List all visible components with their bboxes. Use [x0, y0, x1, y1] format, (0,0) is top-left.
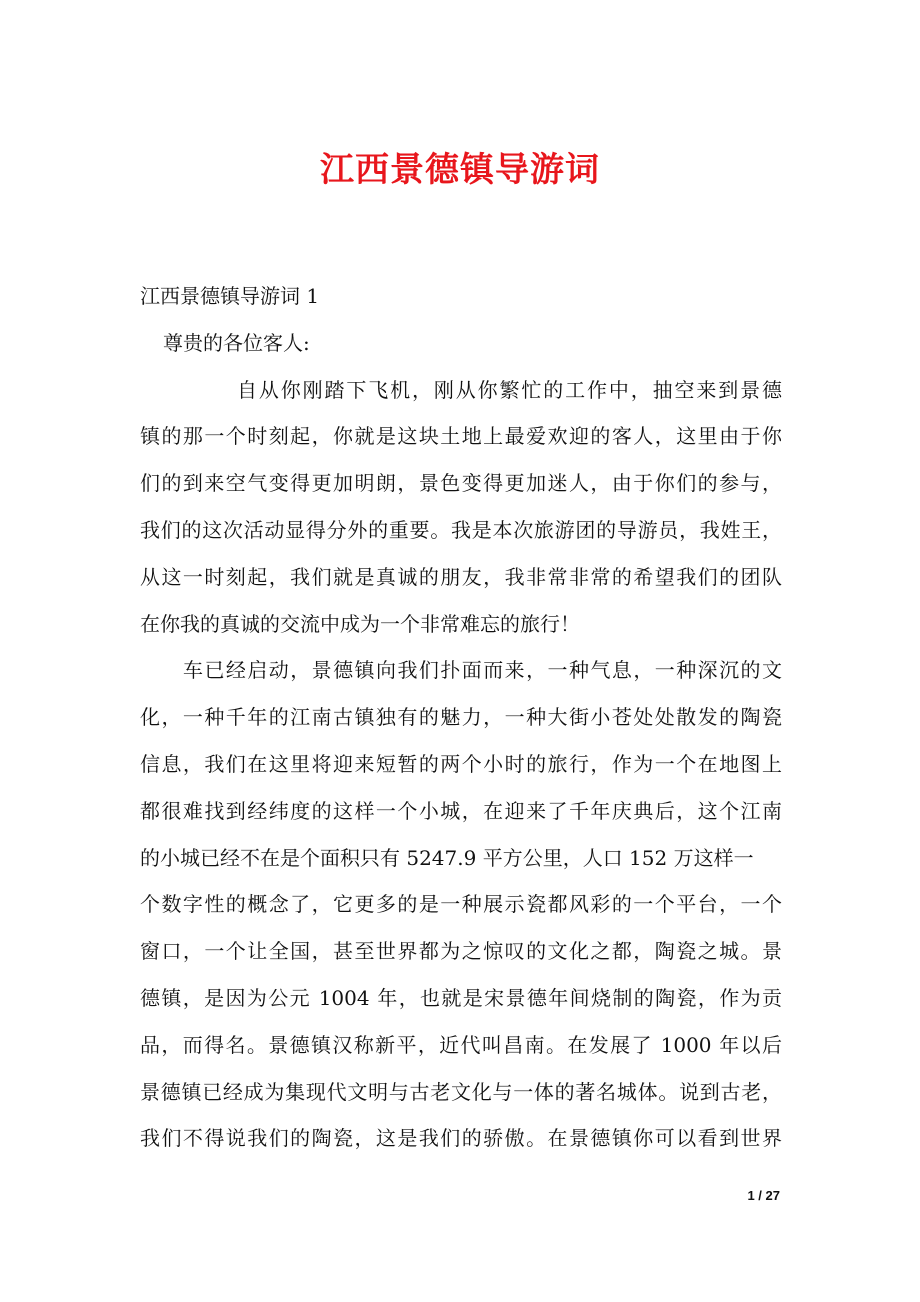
- paragraph-line: 的小城已经不在是个面积只有 5247.9 平方公里，人口 152 万这样一: [140, 845, 754, 870]
- greeting: 尊贵的各位客人:: [163, 330, 310, 355]
- paragraph-line: 窗口，一个让全国，甚至世界都为之惊叹的文化之都，陶瓷之城。景: [140, 939, 782, 964]
- paragraph-line-text: 自从你刚踏下飞机，刚从你繁忙的工作中，抽空来到景德: [237, 377, 782, 402]
- paragraph-line: 在你我的真诚的交流中成为一个非常难忘的旅行！: [140, 611, 580, 636]
- document-body: [140, 273, 782, 1162]
- page-number: 1 / 27: [747, 1188, 780, 1203]
- paragraph-line: 信息，我们在这里将迎来短暂的两个小时的旅行，作为一个在地图上: [140, 751, 782, 776]
- paragraph-line: 德镇，是因为公元 1004 年，也就是宋景德年间烧制的陶瓷，作为贡: [140, 985, 782, 1010]
- paragraph-line: [140, 647, 782, 694]
- paragraph-line: 品，而得名。景德镇汉称新平，近代叫昌南。在发展了 1000 年以后: [140, 1032, 782, 1057]
- paragraph-line: 从这一时刻起，我们就是真诚的朋友，我非常非常的希望我们的团队: [140, 564, 782, 589]
- section-heading: 江西景德镇导游词 1: [140, 284, 320, 308]
- paragraph-line: 化，一种千年的江南古镇独有的魅力，一种大街小苍处处散发的陶瓷: [140, 705, 782, 730]
- paragraph-line: 都很难找到经纬度的这样一个小城，在迎来了千年庆典后，这个江南: [140, 798, 782, 823]
- paragraph-line: 我们不得说我们的陶瓷，这是我们的骄傲。在景德镇你可以看到世界: [140, 1126, 782, 1151]
- paragraph-line full: [140, 367, 782, 414]
- paragraph-line: 我们的这次活动显得分外的重要。我是本次旅游团的导游员，我姓王，: [140, 517, 782, 542]
- paragraph-line: 景德镇已经成为集现代文明与古老文化与一体的著名城体。说到古老，: [140, 1079, 782, 1104]
- paragraph-line: 镇的那一个时刻起，你就是这块土地上最爱欢迎的客人，这里由于你: [140, 424, 782, 449]
- document-title: 江西景德镇导游词: [320, 150, 600, 190]
- paragraph-line-text: 车已经启动，景德镇向我们扑面而来，一种气息，一种深沉的文: [183, 658, 782, 683]
- paragraph-line: 们的到来空气变得更加明朗，景色变得更加迷人，由于你们的参与，: [140, 471, 782, 496]
- paragraph-line: 个数字性的概念了，它更多的是一种展示瓷都风彩的一个平台，一个: [140, 892, 782, 917]
